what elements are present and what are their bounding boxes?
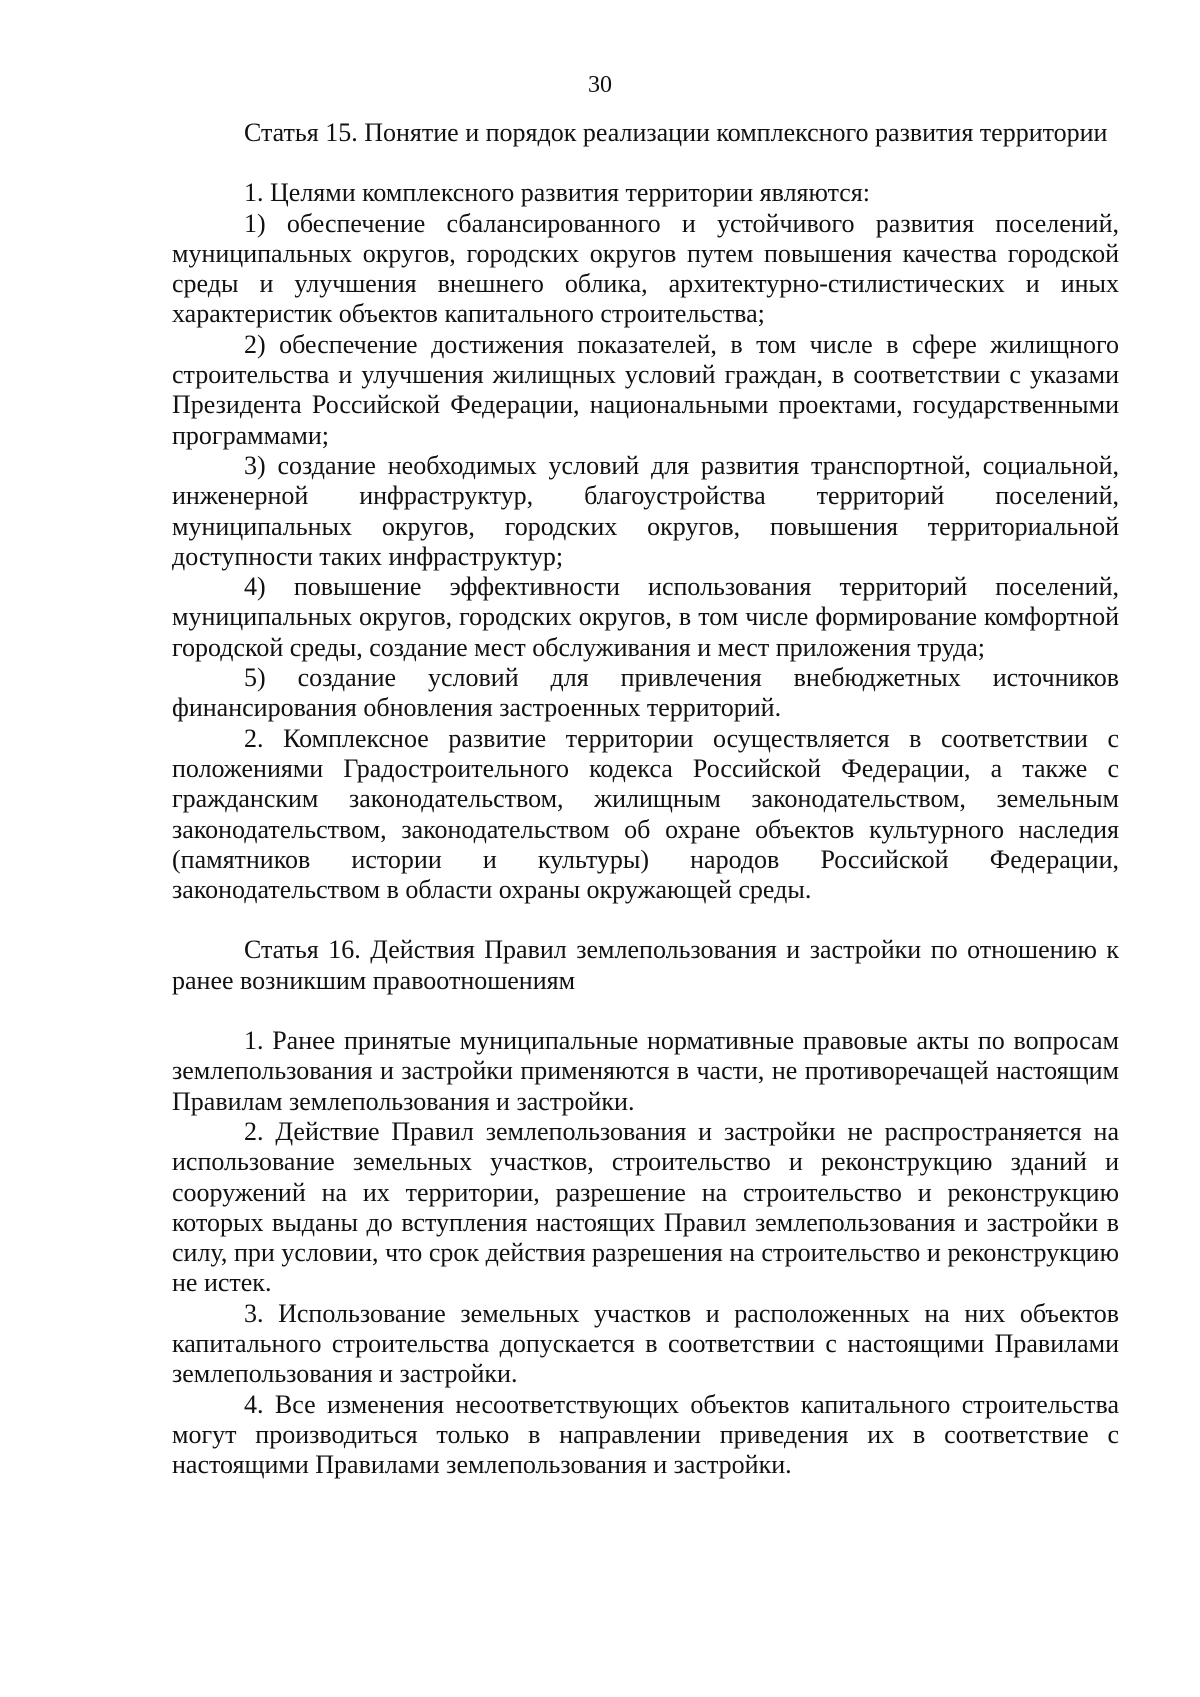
article-16-point-1: 1. Ранее принятые муниципальные нормативные правовые акты по вопросам землепользования и застройки применяются в части, не противоречащей настоящим Правилам землепользования и застройки. <box>172 1026 1119 1116</box>
article-15-intro: 1. Целями комплексного развития территории являются: <box>244 178 870 208</box>
article-16-point-4: 4. Все изменения несоответствующих объектов капитального строительства могут производиться только в направлении приведения их в соответствие с настоящими Правилами землепользования и застройки. <box>172 1389 1119 1480</box>
spacer <box>172 996 1119 1026</box>
article-15-title: Статья 15. Понятие и порядок реализации комплексного развития территории <box>244 118 1108 147</box>
article-16-point-2: 2. Действие Правил землепользования и застройки не распространяется на использование земельных участков, строительство и реконструкцию зданий и сооружений на их территории, разрешение на строительство и реконструкцию которых выданы до вступления настоящих Правил землепользования и застройки в силу, при условии, что срок действия разрешения на строительство и реконструкцию не истек. <box>172 1116 1119 1298</box>
article-15-item-2: 2) обеспечение достижения показателей, в том числе в сфере жилищного строительства и улучшения жилищных условий граждан, в соответствии с указами Президента Российской Федерации, национальными проектами, государственными программами; <box>172 329 1119 450</box>
article-15-item-4: 4) повышение эффективности использования территорий поселений, муниципальных округов, городских округов, в том числе формирование комфортной городской среды, создание мест обслуживания и мест приложения труда; <box>172 572 1119 662</box>
spacer <box>172 148 1119 178</box>
article-16-title: Статья 16. Действия Правил землепользования и застройки по отношению к ранее возникшим правоотношениям <box>172 935 1119 995</box>
page-number: 30 <box>588 72 612 98</box>
article-15-item-5: 5) создание условий для привлечения внебюджетных источников финансирования обновления застроенных территорий. <box>172 663 1119 723</box>
article-15-item-1: 1) обеспечение сбалансированного и устойчивого развития поселений, муниципальных округов, городских округов путем повышения качества городской среды и улучшения внешнего облика, архитектурно-стилистических и иных характеристик объектов капитального строительства; <box>172 208 1119 329</box>
article-15-item-3: 3) создание необходимых условий для развития транспортной, социальной, инженерной инфраструктур, благоустройства территорий поселений, муниципальных округов, городских округов, повышения территориальной доступности таких инфраструктур; <box>172 450 1119 571</box>
document-body <box>172 118 1119 1480</box>
article-16-point-3: 3. Использование земельных участков и расположенных на них объектов капитального строительства допускается в соответствии с настоящими Правилами землепользования и застройки. <box>172 1298 1119 1389</box>
spacer <box>172 905 1119 935</box>
article-15-point-2: 2. Комплексное развитие территории осуществляется в соответствии с положениями Градостроительного кодекса Российской Федерации, а также с гражданским законодательством, жилищным законодательством, земельным законодательством, законодательством об охране объектов культурного наследия (памятников истории и культуры) народов Российской Федерации, законодательством в области охраны окружающей среды. <box>172 723 1119 905</box>
